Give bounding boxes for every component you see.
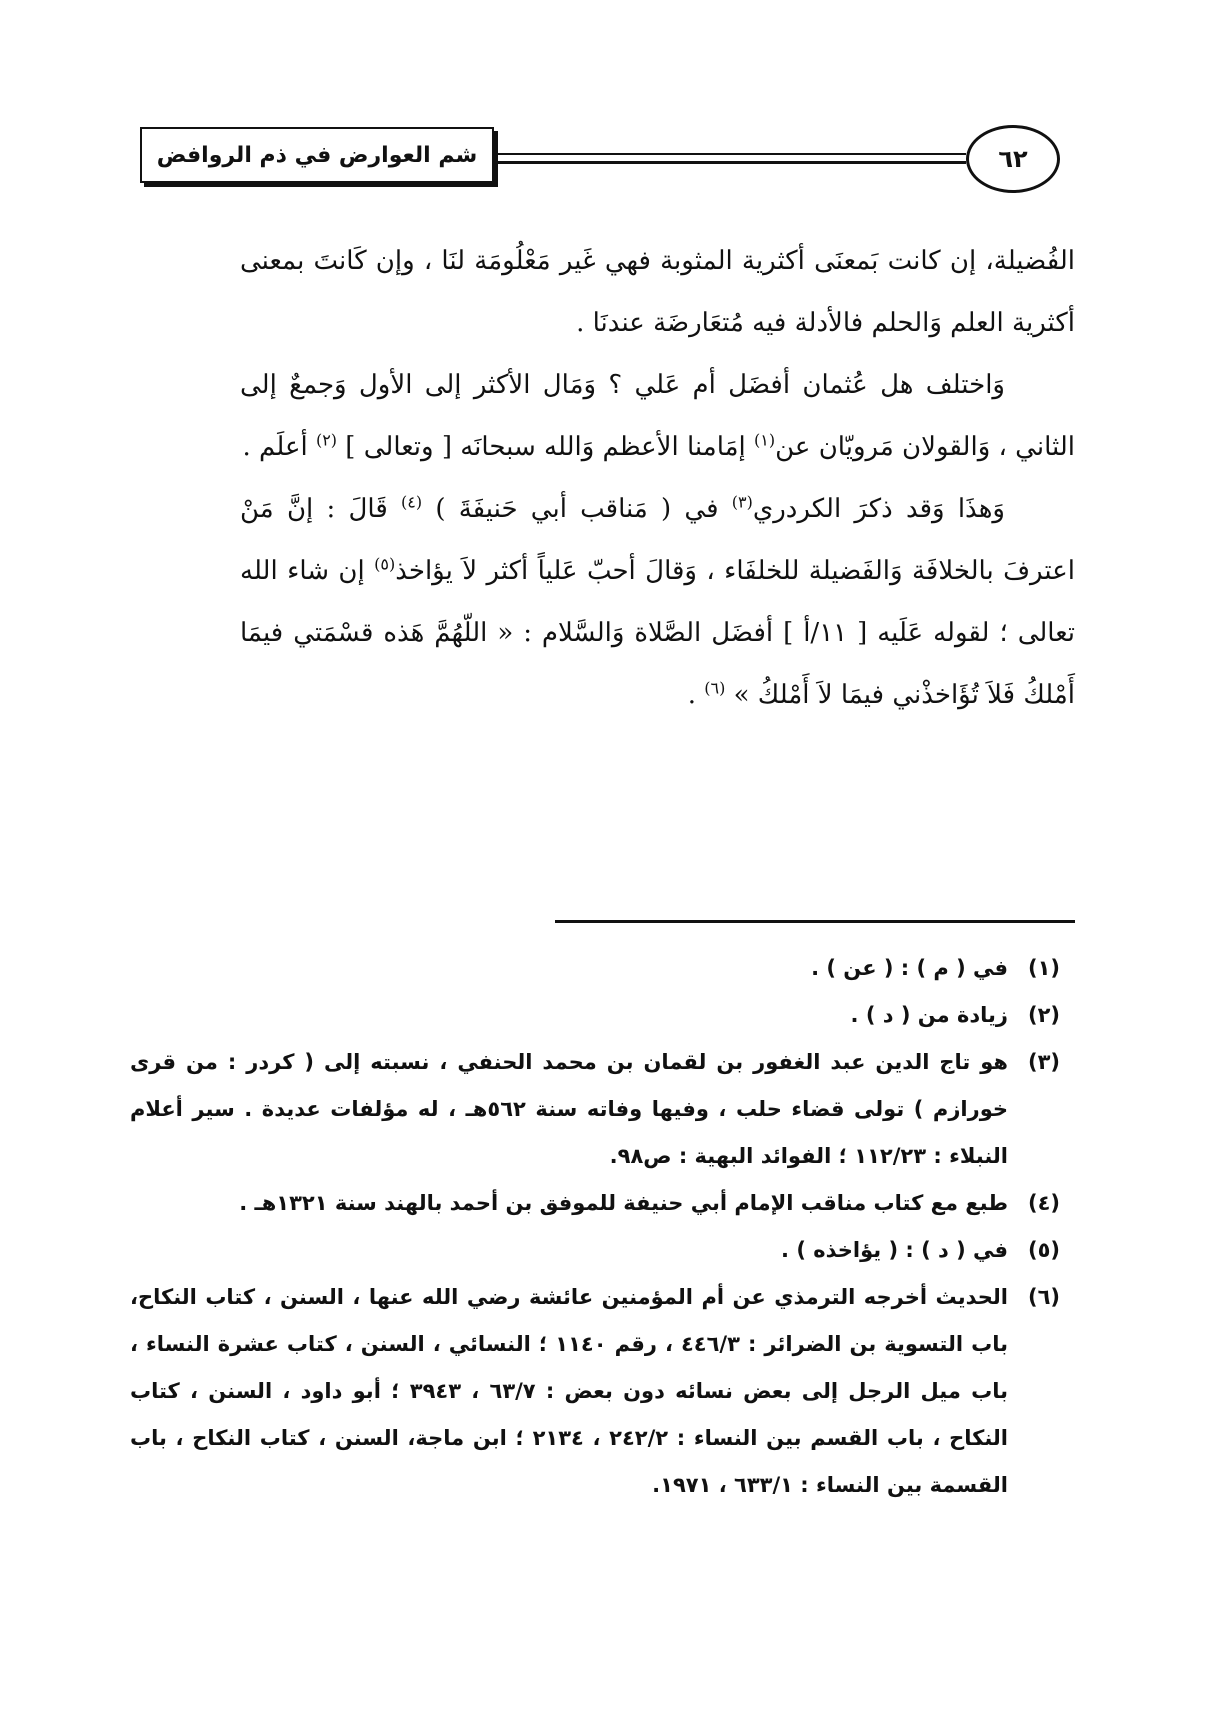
footnote: [130, 1039, 1060, 1180]
page-number: ٦٢: [966, 125, 1060, 193]
paragraph-text: الفُضيلة، إن كانت بَمعنَى أكثرية المثوبة فهي غَير مَعْلُومَة لنَا ، وإن كَانتَ بمعنى أكثرية العلم وَالحلم فالأدلة فيه مُتعَارضَة عندنَا .: [240, 246, 1075, 338]
footnote-text: في ( م ) : ( عن ) .: [811, 956, 1008, 980]
footnote-text: هو تاج الدين عبد الغفور بن لقمان بن محمد الحنفي ، نسبته إلى ( كردر : من قرى خورازم ) تولى قضاء حلب ، وفيها وفاته سنة ٥٦٢هـ ، له مؤلفات عديدة . سير أعلام النبلاء : ١١٢/٢٣ ؛ الفوائد البهية : ص٩٨.: [130, 1050, 1008, 1168]
footnote-reference: (١): [754, 430, 776, 450]
paragraph-text: وَهذَا وَقد ذكرَ الكردري: [752, 494, 1005, 524]
paragraph-text: في ( مَناقب أبي حَنيفَةَ ): [422, 494, 732, 524]
footnote-text: زيادة من ( د ) .: [850, 1003, 1008, 1027]
paragraph-text: قَالَ : إنَّ مَنْ اعترفَ بالخلافَة وَالفَضيلة للخلفَاء ، وَقالَ أحبّ عَلياً أكثر لاَ يؤاخذ: [240, 494, 1075, 586]
footnote-text: الحديث أخرجه الترمذي عن أم المؤمنين عائشة رضي الله عنها ، السنن ، كتاب النكاح، باب التسوية بن الضرائر : ٤٤٦/٣ ، رقم ١١٤٠ ؛ النسائي ، السنن ، كتاب عشرة النساء ، باب ميل الرجل إلى بعض نسائه دون بعض : ٦٣/٧ ، ٣٩٤٣ ؛ أبو داود ، السنن ، كتاب النكاح ، باب القسم بين النساء : ٢٤٢/٢ ، ٢١٣٤ ؛ ابن ماجة، السنن ، كتاب النكاح ، باب القسمة بين النساء : ٦٣٣/١ ، ١٩٧١.: [130, 1285, 1009, 1497]
paragraph-text: أعلَم .: [242, 432, 316, 462]
paragraph-text: وَاختلف هل عُثمان أفضَل أم عَلي ؟ وَمَال الأكثر إلى الأول وَجمعٌ إلى الثاني ، وَالقولان مَرويّان عن: [240, 370, 1075, 462]
paragraph: [240, 478, 1075, 726]
footnote-reference: (٤): [400, 492, 423, 512]
footnote-reference: (٦): [704, 678, 726, 698]
page-header: [140, 125, 1080, 195]
footnote: [130, 1227, 1060, 1274]
footnote-reference: (٢): [315, 430, 338, 450]
header-rule-thick: [496, 161, 966, 164]
paragraph: [240, 354, 1075, 478]
footnote-number: (٤): [1027, 1191, 1060, 1215]
footnote-number: (٥): [1027, 1238, 1060, 1262]
footnotes: [130, 945, 1060, 1509]
header-rule: [496, 153, 966, 155]
footnote: [130, 945, 1060, 992]
footnote: [130, 1180, 1060, 1227]
footnote-text: في ( د ) : ( يؤاخذه ) .: [781, 1238, 1008, 1262]
footnote-separator: [555, 920, 1075, 923]
footnote-number: (٣): [1027, 1050, 1060, 1074]
footnote-reference: (٥): [374, 554, 396, 574]
paragraph-text: إمَامنا الأعظم وَالله سبحانَه [ وتعالى ]: [337, 432, 755, 462]
footnote: [130, 1274, 1060, 1509]
running-title: شم العوارض في ذم الروافض: [140, 127, 494, 183]
footnote-text: طبع مع كتاب مناقب الإمام أبي حنيفة للموفق بن أحمد بالهند سنة ١٣٢١هـ .: [239, 1191, 1008, 1215]
paragraph-text: إن شاء الله تعالى ؛ لقوله عَلَيه [ ١١/أ ] أفضَل الصَّلاة وَالسَّلام : « اللّهُمَّ هَذه قسْمَتي فيمَا أَمْلكُ فَلاَ تُؤَاخذْني فيمَا لاَ أَمْلكُ »: [240, 556, 1075, 710]
footnote-number: (١): [1027, 956, 1060, 980]
paragraph-text: .: [687, 680, 705, 710]
footnote-reference: (٣): [731, 492, 753, 512]
footnote-number: (٢): [1027, 1003, 1060, 1027]
main-text: [240, 230, 1075, 726]
footnote: [130, 992, 1060, 1039]
footnote-number: (٦): [1027, 1285, 1060, 1309]
paragraph: [240, 230, 1075, 354]
